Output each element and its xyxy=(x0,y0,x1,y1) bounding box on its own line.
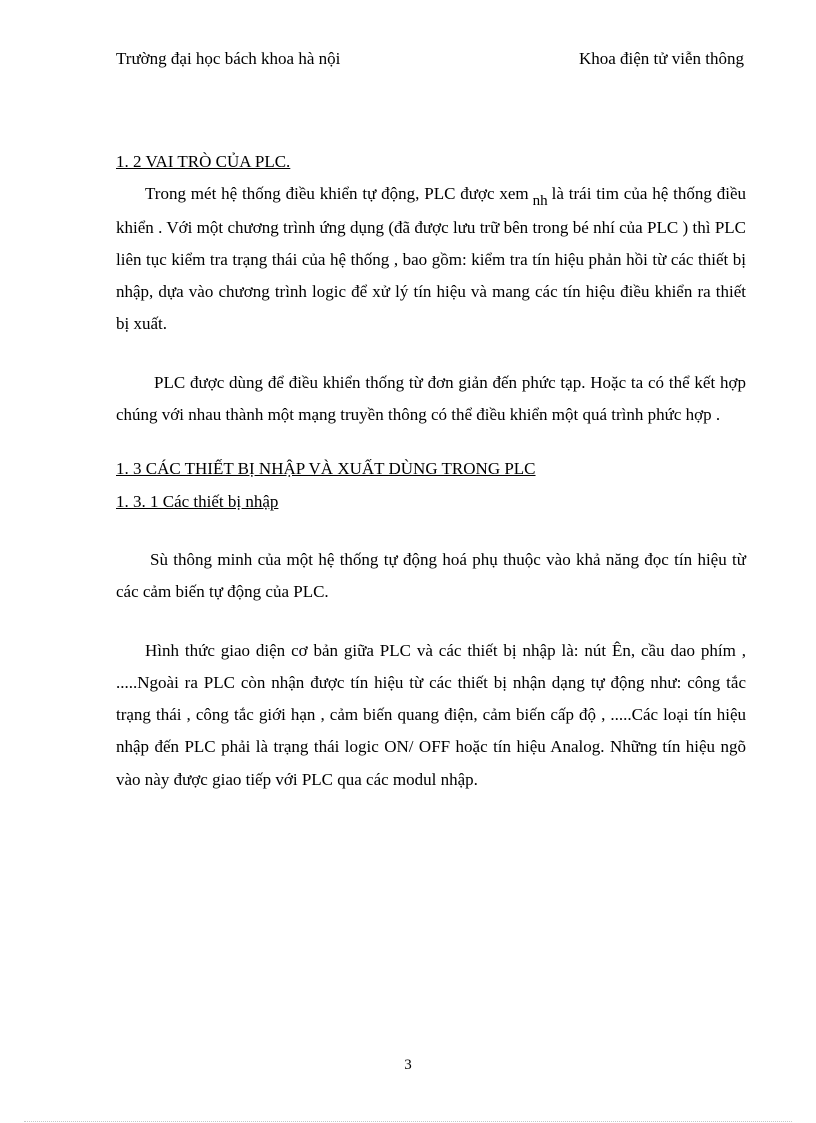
header-school: Trường đại học bách khoa hà nội xyxy=(116,49,341,68)
header-faculty: Khoa điện tử viễn thông xyxy=(578,49,744,68)
subsection-heading-1-3-1: 1. 3. 1 Các thiết bị nhập xyxy=(116,491,279,511)
document-body xyxy=(116,146,746,796)
section-heading-1-3: 1. 3 CÁC THIẾT BỊ NHẬP VÀ XUẤT DÙNG TRONG PLC xyxy=(116,459,536,479)
page-number: 3 xyxy=(404,1057,412,1073)
footer-divider xyxy=(24,1121,792,1122)
paragraph-text: là trái tim của hệ thống điều khiển . Với một chương trình ứng dụng (đã được lưu trữ bên trong bé nhí của PLC ) thì PLC liên tục kiểm tra trạng thái của hệ thống , bao gồm: kiểm tra tín hiệu phản hồi từ các thiết bị nhập, dựa vào chương trình logic để xử lý tín hiệu và mang các tín hiệu điều khiển ra thiết bị xuất. xyxy=(116,184,746,334)
paragraph-input-interface: Hình thức giao diện cơ bản giữa PLC và các thiết bị nhập là: nút Ên, cầu dao phím , .....Ngoài ra PLC còn nhận được tín hiệu từ các thiết bị nhận dạng tự động như: công tắc trạng thái , công tắc giới hạn , cảm biến quang điện, cảm biến cấp độ , .....Các loại tín hiệu nhập đến PLC phải là trạng thái logic ON/ OFF hoặc tín hiệu Analog. Những tín hiệu ngõ vào này được giao tiếp với PLC qua các modul nhập. xyxy=(116,640,746,789)
section-heading-1-2: 1. 2 VAI TRÒ CỦA PLC. xyxy=(116,152,291,171)
paragraph-input-intelligence: Sù thông minh của một hệ thống tự động hoá phụ thuộc vào khả năng đọc tín hiệu từ các cảm biến tự động của PLC. xyxy=(116,549,746,602)
subscript-fragment: nh xyxy=(532,193,548,210)
paragraph-plc-usage: PLC được dùng để điều khiển thống từ đơn giản đến phức tạp. Hoặc ta có thể kết hợp chúng với nhau thành một mạng truyền thông có thể điều khiển một quá trình phức hợp . xyxy=(116,372,746,425)
paragraph-role-of-plc xyxy=(116,178,746,340)
paragraph-text: Trong mét hệ thống điều khiển tự động, PLC được xem xyxy=(145,184,529,204)
